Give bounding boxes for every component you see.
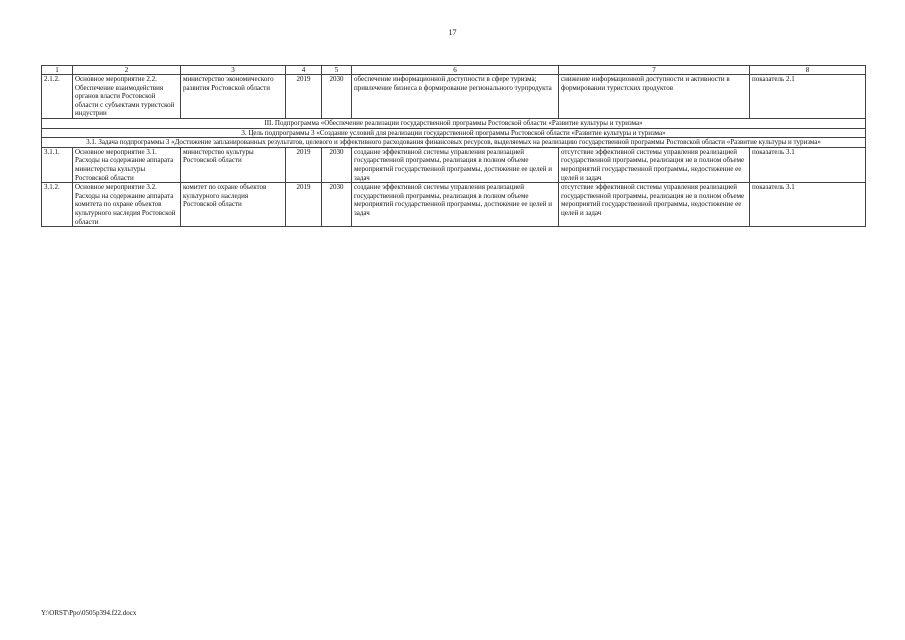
column-number-8: 8 bbox=[750, 66, 866, 75]
cell-indicator: показатель 3.1 bbox=[750, 147, 866, 182]
table-row bbox=[42, 147, 866, 182]
cell-number: 3.1.1. bbox=[42, 147, 73, 182]
cell-expected-result: создание эффективной системы управления реализацией государственной программы, реализация в полном объеме мероприятий государственной программы, достижение ее целей и задач bbox=[352, 183, 559, 227]
table-row bbox=[42, 183, 866, 227]
cell-consequence: отсутствие эффективной системы управления реализацией государственной программы, реализация не в полном объеме мероприятий государственной программы, недостижение ее целей и задач bbox=[559, 183, 750, 227]
cell-number: 3.1.2. bbox=[42, 183, 73, 227]
column-number-3: 3 bbox=[181, 66, 286, 75]
cell-end-year: 2030 bbox=[322, 75, 352, 119]
page-number: 17 bbox=[448, 28, 457, 37]
document-file-path: Y:\ORST\Ppo\0505p394.f22.docx bbox=[41, 609, 137, 617]
section-heading-row bbox=[42, 118, 866, 128]
cell-indicator: показатель 2.1 bbox=[750, 75, 866, 119]
cell-consequence: снижение информационной доступности и активности в формировании туристских продуктов bbox=[559, 75, 750, 119]
section-heading-row bbox=[42, 128, 866, 138]
column-number-row bbox=[42, 66, 866, 75]
cell-consequence: отсутствие эффективной системы управления реализацией государственной программы, реализация не в полном объеме мероприятий государственной программы, недостижение ее целей и задач bbox=[559, 147, 750, 182]
section-heading: 3.1. Задача подпрограммы 3 «Достижение запланированных результатов, целевого и эффективного расходования финансовых ресурсов, выделяемых на реализацию государственной программы Ростовской области «Развитие культуры и туризма» bbox=[42, 138, 866, 148]
column-number-1: 1 bbox=[42, 66, 73, 75]
section-heading-row bbox=[42, 138, 866, 148]
column-number-6: 6 bbox=[352, 66, 559, 75]
cell-executor: министерство экономического развития Ростовской области bbox=[181, 75, 286, 119]
cell-indicator: показатель 3.1 bbox=[750, 183, 866, 227]
cell-start-year: 2019 bbox=[286, 183, 322, 227]
cell-expected-result: создание эффективной системы управления реализацией государственной программы, реализация в полном объеме мероприятий государственной программы, достижение ее целей и задач bbox=[352, 147, 559, 182]
cell-end-year: 2030 bbox=[322, 147, 352, 182]
cell-measure: Основное мероприятие 3.1. Расходы на содержание аппарата министерства культуры Ростовской области bbox=[73, 147, 181, 182]
column-number-2: 2 bbox=[73, 66, 181, 75]
cell-executor: комитет по охране объектов культурного наследия Ростовской области bbox=[181, 183, 286, 227]
section-heading: 3. Цель подпрограммы 3 «Создание условий для реализации государственной программы Ростовской области «Развитие культуры и туризма» bbox=[42, 128, 866, 138]
section-heading: III. Подпрограмма «Обеспечение реализации государственной программы Ростовской области «Развитие культуры и туризма» bbox=[42, 118, 866, 128]
column-number-7: 7 bbox=[559, 66, 750, 75]
cell-start-year: 2019 bbox=[286, 75, 322, 119]
column-number-4: 4 bbox=[286, 66, 322, 75]
cell-measure: Основное мероприятие 2.2. Обеспечение взаимодействия органов власти Ростовской области с субъектами туристской индустрии bbox=[73, 75, 181, 119]
cell-expected-result: обеспечение информационной доступности в сфере туризма; привлечение бизнеса в формирование регионального турпродукта bbox=[352, 75, 559, 119]
cell-start-year: 2019 bbox=[286, 147, 322, 182]
column-number-5: 5 bbox=[322, 66, 352, 75]
cell-end-year: 2030 bbox=[322, 183, 352, 227]
cell-executor: министерство культуры Ростовской области bbox=[181, 147, 286, 182]
cell-measure: Основное мероприятие 3.2. Расходы на содержание аппарата комитета по охране объектов культурного наследия Ростовской области bbox=[73, 183, 181, 227]
measures-table bbox=[41, 65, 866, 227]
table-row bbox=[42, 75, 866, 119]
cell-number: 2.1.2. bbox=[42, 75, 73, 119]
